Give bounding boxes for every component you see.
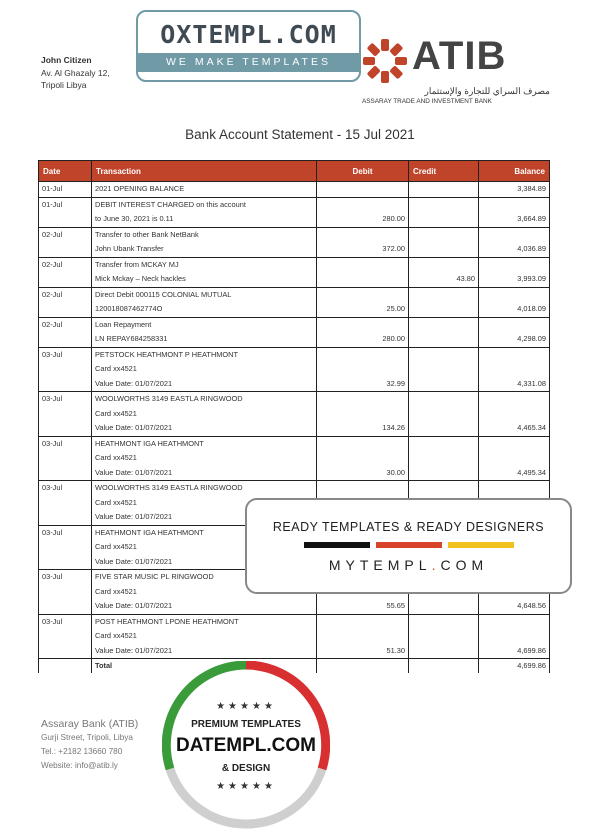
total-label: Total [92,659,317,674]
credit-cell [409,257,479,287]
table-row [39,197,550,227]
stripe-red [376,542,442,548]
customer-address-line1: Av. Al Ghazaly 12, [41,67,110,78]
table-row [39,436,550,481]
customer-name: John Citizen [41,55,92,65]
transaction-line: 2021 OPENING BALANCE [95,184,185,193]
transaction-line: HEATHMONT IGA HEATHMONT [95,438,204,448]
balance-cell [479,257,550,287]
stripe-black [304,542,370,548]
debit-cell-value: 25.00 [386,304,405,313]
credit-cell-value [412,466,475,481]
total-credit-cell [409,659,479,674]
date-cell-value: 03-Jul [42,349,63,359]
balance-cell-value: 4,298.09 [517,334,546,343]
date-cell [39,257,92,287]
credit-cell [409,436,479,481]
transaction-line: Card xx4521 [95,631,137,640]
customer-address-line2: Tripoli Libya [41,80,87,90]
date-cell-value: 02-Jul [42,319,63,329]
banner-site-tld: COM [440,557,489,573]
transaction-cell [92,347,317,392]
transaction-cell [92,317,317,347]
transaction-line: Value Date: 01/07/2021 [95,645,173,655]
transaction-line: Direct Debit 000115 COLONIAL MUTUAL [95,289,232,299]
banner-site-name: MYTEMPL [328,557,432,573]
credit-cell-value [412,242,475,257]
credit-cell-value [412,332,475,347]
debit-cell [317,287,409,317]
watermark-banner-line1: READY TEMPLATES & READY DESIGNERS [272,520,545,534]
header-credit: Credit [409,161,479,182]
debit-cell-value: 51.30 [386,645,405,655]
footer-website: Website: info@atib.ly [41,761,118,770]
transaction-line: Transfer to other Bank NetBank [95,229,199,239]
debit-cell-value: 280.00 [382,214,405,223]
balance-cell-value: 3,664.89 [517,214,546,223]
transaction-line: PETSTOCK HEATHMONT P HEATHMONT [95,349,239,359]
table-row [39,347,550,392]
date-cell [39,570,92,615]
transaction-line: Card xx4521 [95,586,137,596]
credit-cell-value: 43.80 [456,274,475,283]
customer-address [41,54,110,92]
debit-cell [317,197,409,227]
debit-cell [317,317,409,347]
date-cell-value: 01-Jul [42,199,63,209]
date-cell-value: 02-Jul [42,289,63,299]
balance-cell [479,227,550,257]
bank-contact [41,717,138,773]
header-date: Date [39,161,92,182]
transaction-line: Value Date: 01/07/2021 [95,378,173,388]
credit-cell-value [412,182,475,197]
header-transaction: Transaction [92,161,317,182]
stripe-yellow [448,542,514,548]
credit-cell [409,182,479,198]
credit-cell [409,347,479,392]
seal-stars-top: ★★★★★ [216,701,276,712]
transaction-line: Transfer from MCKAY MJ [95,259,179,269]
date-cell-value: 01-Jul [42,184,63,193]
watermark-banner-stripes [304,542,514,548]
transaction-line: Value Date: 01/07/2021 [95,556,173,566]
bank-logo-arabic: مصرف السراي للتجارة والإستثمار [424,86,550,96]
table-row [39,614,550,659]
watermark-banner [245,498,572,594]
transaction-line: LN REPAY684258331 [95,334,168,343]
footer-street: Gurji Street, Tripoli, Libya [41,733,133,742]
date-cell-value: 03-Jul [42,616,63,626]
debit-cell [317,436,409,481]
transaction-line: Card xx4521 [95,542,137,551]
balance-cell-value: 4,331.08 [517,378,546,388]
debit-cell [317,347,409,392]
debit-cell-value: 32.99 [386,378,405,388]
transaction-line: FIVE STAR MUSIC PL RINGWOOD [95,572,214,581]
credit-cell-value [412,421,475,436]
table-header-row [39,161,550,182]
balance-cell [479,182,550,198]
credit-cell [409,317,479,347]
statement-title: Bank Account Statement - 15 Jul 2021 [185,127,415,142]
transaction-cell [92,182,317,198]
watermark-top-title: OXTEMPL.COM [160,20,337,49]
transaction-cell [92,257,317,287]
transaction-cell [92,197,317,227]
bank-logo-fullname: ASSARAY TRADE AND INVESTMENT BANK [362,98,492,105]
table-row [39,287,550,317]
premium-seal [162,661,330,829]
debit-cell [317,614,409,659]
total-date-cell [39,659,92,674]
balance-cell [479,317,550,347]
debit-cell-value [320,272,405,287]
debit-cell-value: 280.00 [382,334,405,343]
date-cell [39,197,92,227]
transaction-line: Value Date: 01/07/2021 [95,467,173,477]
balance-cell-value: 3,993.09 [517,274,546,283]
date-cell-value: 03-Jul [42,394,63,403]
debit-cell [317,182,409,198]
balance-cell-value: 4,648.56 [517,601,546,610]
banner-site-dot: . [431,557,441,573]
seal-line2: DATEMPL.COM [175,735,317,756]
balance-cell [479,614,550,659]
table-row [39,392,550,437]
watermark-top [136,10,361,82]
date-cell [39,317,92,347]
balance-cell-value: 3,384.89 [517,184,546,193]
balance-cell-value: 4,018.09 [517,304,546,313]
bank-logo-name: ATIB [412,34,507,78]
date-cell [39,481,92,526]
debit-cell-value: 55.65 [386,601,405,610]
debit-cell-value: 30.00 [386,467,405,477]
transaction-line: Card xx4521 [95,364,137,373]
credit-cell [409,614,479,659]
debit-cell-value: 134.26 [382,423,405,432]
credit-cell-value [412,302,475,317]
total-balance: 4,699.86 [479,659,550,674]
date-cell-value: 03-Jul [42,572,63,581]
transaction-line: 120018087462774O [95,304,163,313]
date-cell [39,227,92,257]
watermark-banner-line2 [247,557,570,573]
credit-cell [409,227,479,257]
total-debit-cell [317,659,409,674]
date-cell-value: 02-Jul [42,229,63,239]
transaction-line: Value Date: 01/07/2021 [95,423,173,432]
transaction-cell [92,614,317,659]
credit-cell-value [412,599,475,614]
date-cell [39,614,92,659]
date-cell-value: 02-Jul [42,259,63,269]
date-cell [39,182,92,198]
seal-stars-bottom: ★★★★★ [216,781,276,792]
transaction-line: WOOLWORTHS 3149 EASTLA RINGWOOD [95,394,243,403]
credit-cell-value [412,377,475,392]
transaction-cell [92,392,317,437]
bank-logo-icon [362,38,408,84]
transaction-line: Loan Repayment [95,319,152,329]
transaction-line: Mick Mckay – Neck hackles [95,274,186,283]
date-cell [39,525,92,570]
transaction-cell [92,227,317,257]
debit-cell-value: 372.00 [382,244,405,253]
transaction-line: WOOLWORTHS 3149 EASTLA RINGWOOD [95,483,243,492]
transaction-line: POST HEATHMONT LPONE HEATHMONT [95,616,239,626]
table-row [39,317,550,347]
footer-bank-name: Assaray Bank (ATIB) [41,718,139,730]
transaction-line: John Ubank Transfer [95,244,164,253]
credit-cell [409,197,479,227]
seal-line1: PREMIUM TEMPLATES [191,719,301,730]
balance-cell [479,287,550,317]
transaction-line: Card xx4521 [95,408,137,418]
credit-cell-value [412,212,475,227]
transaction-line: Value Date: 01/07/2021 [95,601,173,610]
balance-cell [479,436,550,481]
date-cell [39,287,92,317]
statement-table [38,160,550,673]
credit-cell-value [412,644,475,659]
transaction-line: DEBIT INTEREST CHARGED on this account [95,199,246,209]
debit-cell-value [320,182,405,197]
transaction-cell [92,287,317,317]
balance-cell-value: 4,465.34 [517,423,546,432]
debit-cell [317,392,409,437]
footer-tel: Tel.: +2182 13660 780 [41,747,123,756]
table-row [39,227,550,257]
bank-logo [362,34,552,110]
header-debit: Debit [317,161,409,182]
transaction-line: to June 30, 2021 is 0.11 [95,214,174,223]
seal-line3: & DESIGN [221,763,271,774]
balance-cell-value: 4,036.89 [517,244,546,253]
header-balance: Balance [479,161,550,182]
balance-cell-value: 4,495.34 [517,467,546,477]
transaction-line: Value Date: 01/07/2021 [95,512,173,521]
transaction-line: Card xx4521 [95,453,137,462]
watermark-top-subtitle: WE MAKE TEMPLATES [138,53,359,72]
transaction-line: HEATHMONT IGA HEATHMONT [95,527,204,537]
date-cell-value: 03-Jul [42,527,63,537]
transaction-cell [92,436,317,481]
date-cell [39,436,92,481]
date-cell [39,347,92,392]
balance-cell [479,197,550,227]
balance-cell-value: 4,699.86 [517,645,546,655]
balance-cell [479,347,550,392]
debit-cell [317,227,409,257]
balance-cell [479,392,550,437]
credit-cell [409,392,479,437]
table-row [39,257,550,287]
date-cell-value: 03-Jul [42,483,63,492]
transaction-line: Card xx4521 [95,497,137,507]
date-cell [39,392,92,437]
table-row [39,182,550,198]
credit-cell [409,287,479,317]
debit-cell [317,257,409,287]
date-cell-value: 03-Jul [42,438,63,448]
